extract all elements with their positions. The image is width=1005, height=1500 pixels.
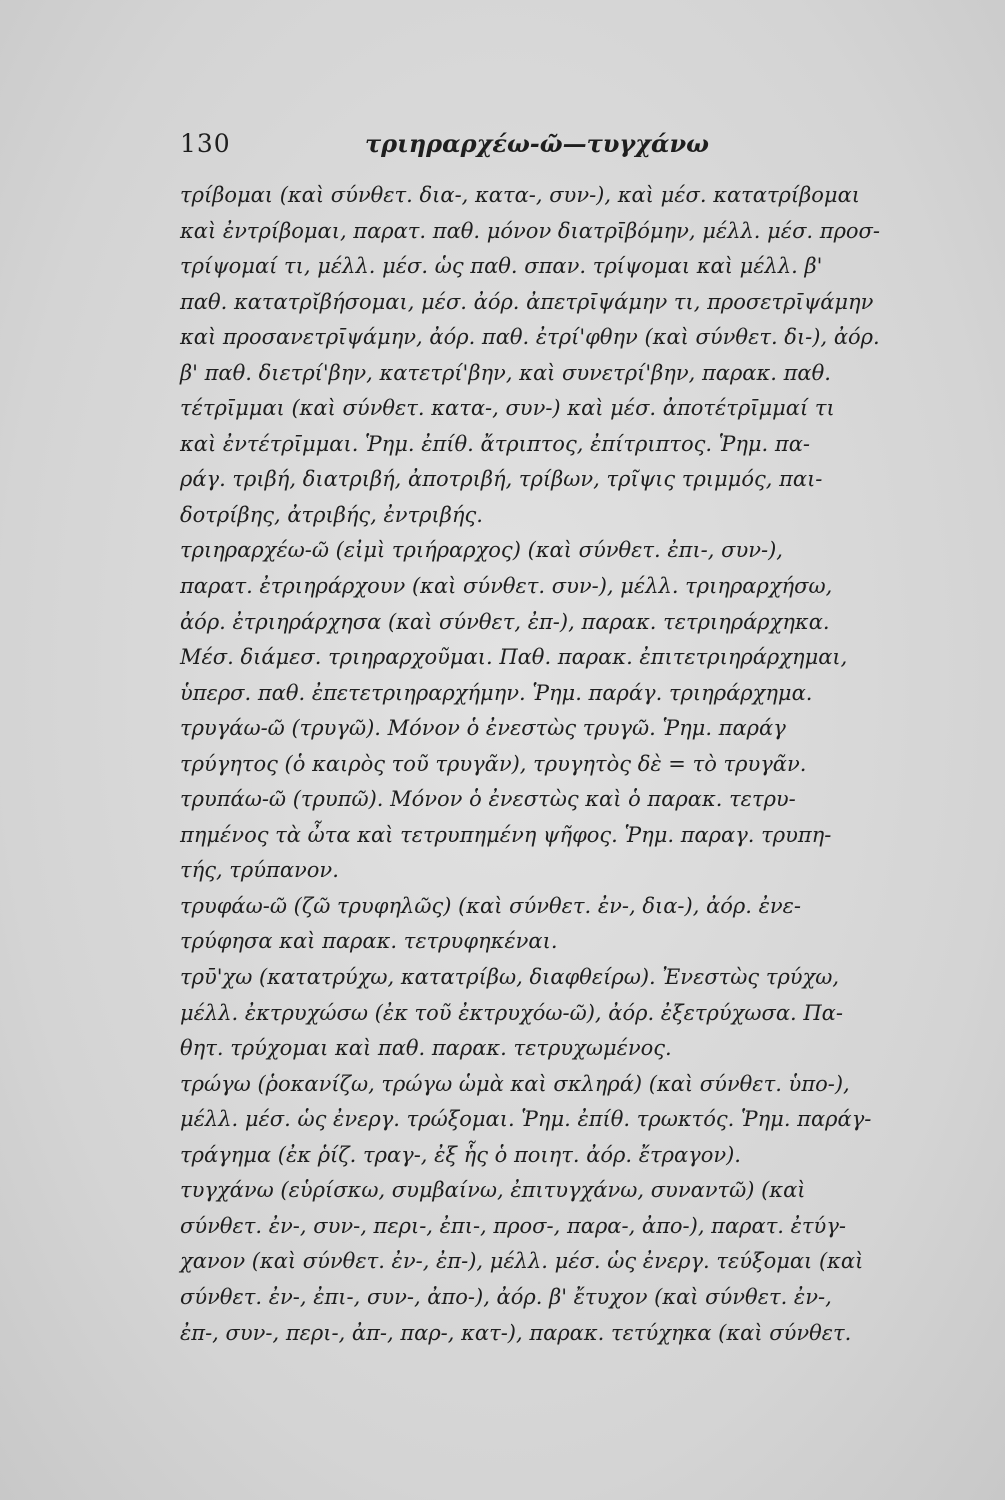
text-line: τρῡ'χω (κατατρύχω, κατατρίβω, διαφθείρω). Ἐνεστὼς τρύχω,: [180, 965, 840, 990]
text-line: τρίψομαί τι, μέλλ. μέσ. ὡς παθ. σπαν. τρίψομαι καὶ μέλλ. β': [180, 254, 823, 279]
text-line: χανον (καὶ σύνθετ. ἐν-, ἐπ-), μέλλ. μέσ. ὡς ἐνεργ. τεύξομαι (καὶ: [180, 1249, 864, 1274]
text-line: ὑπερσ. παθ. ἐπετετριηραρχήμην. Ῥημ. παράγ. τριηράρχημα.: [180, 680, 813, 705]
text-line: καὶ ἐντρίβομαι, παρατ. παθ. μόνον διατρῑβόμην, μέλλ. μέσ. προσ-: [180, 218, 880, 243]
text-line: δοτρίβης, ἀτριβής, ἐντριβής.: [180, 502, 483, 527]
text-line: τρύφησα καὶ παρακ. τετρυφηκέναι.: [180, 929, 558, 954]
text-line: τής, τρύπανον.: [180, 858, 339, 883]
text-line: τρυπάω-ῶ (τρυπῶ). Μόνον ὁ ἐνεστὼς καὶ ὁ παρακ. τετρυ-: [180, 787, 796, 812]
text-line: τέτρῑμμαι (καὶ σύνθετ. κατα-, συν-) καὶ μέσ. ἀποτέτρῑμμαί τι: [180, 396, 835, 421]
text-line: ἐπ-, συν-, περι-, ἀπ-, παρ-, κατ-), παρακ. τετύχηκα (καὶ σύνθετ.: [180, 1320, 852, 1345]
page-header: [180, 129, 780, 163]
text-line: καὶ προσανετρῑψάμην, ἀόρ. παθ. ἐτρί'φθην (καὶ σύνθετ. δι-), ἀόρ.: [180, 325, 880, 350]
dictionary-text: [180, 178, 960, 1351]
text-line: τρύγητος (ὁ καιρὸς τοῦ τρυγᾶν), τρυγητὸς δὲ = τὸ τρυγᾶν.: [180, 751, 807, 776]
text-line: καὶ ἐντέτρῑμμαι. Ῥημ. ἐπίθ. ἄτριπτος, ἐπίτριπτος. Ῥημ. πα-: [180, 431, 810, 456]
text-line: ράγ. τριβή, διατριβή, ἀποτριβή, τρίβων, τρῖψις τριμμός, παι-: [180, 467, 823, 492]
text-line: τριηραρχέω-ῶ (εἰμὶ τριήραρχος) (καὶ σύνθετ. ἐπι-, συν-),: [180, 538, 783, 563]
text-line: τρίβομαι (καὶ σύνθετ. δια-, κατα-, συν-), καὶ μέσ. κατατρίβομαι: [180, 183, 860, 207]
page-number: 130: [180, 129, 231, 158]
text-line: μέλλ. ἐκτρυχώσω (ἐκ τοῦ ἐκτρυχόω-ῶ), ἀόρ. ἐξετρύχωσα. Πα-: [180, 1000, 843, 1025]
running-head: τριηραρχέω-ῶ—τυγχάνω: [365, 129, 710, 158]
text-line: πημένος τὰ ὦτα καὶ τετρυπημένη ψῆφος. Ῥημ. παραγ. τρυπη-: [180, 822, 832, 847]
text-line: θητ. τρύχομαι καὶ παθ. παρακ. τετρυχωμένος.: [180, 1036, 672, 1061]
text-line: ἀόρ. ἐτριηράρχησα (καὶ σύνθετ, ἐπ-), παρακ. τετριηράρχηκα.: [180, 609, 830, 634]
text-line: σύνθετ. ἐν-, ἐπι-, συν-, ἀπο-), ἀόρ. β' ἔτυχον (καὶ σύνθετ. ἐν-,: [180, 1284, 832, 1309]
text-line: παρατ. ἐτριηράρχουν (καὶ σύνθετ. συν-), μέλλ. τριηραρχήσω,: [180, 574, 833, 599]
text-line: μέλλ. μέσ. ὡς ἐνεργ. τρώξομαι. Ῥημ. ἐπίθ. τρωκτός. Ῥημ. παράγ-: [180, 1107, 872, 1132]
text-line: παθ. κατατρῐβήσομαι, μέσ. ἀόρ. ἀπετρῑψάμην τι, προσετρῑψάμην: [180, 289, 874, 314]
text-line: τράγημα (ἐκ ῥίζ. τραγ-, ἐξ ἧς ὁ ποιητ. ἀόρ. ἔτραγον).: [180, 1142, 741, 1167]
text-line: τρυγάω-ῶ (τρυγῶ). Μόνον ὁ ἐνεστὼς τρυγῶ. Ῥημ. παράγ: [180, 716, 786, 741]
text-line: σύνθετ. ἐν-, συν-, περι-, ἐπι-, προσ-, παρα-, ἀπο-), παρατ. ἐτύγ-: [180, 1213, 846, 1238]
text-line: β' παθ. διετρί'βην, κατετρί'βην, καὶ συνετρί'βην, παρακ. παθ.: [180, 360, 831, 385]
text-line: Μέσ. διάμεσ. τριηραρχοῦμαι. Παθ. παρακ. ἐπιτετριηράρχημαι,: [180, 645, 848, 670]
text-line: τρυφάω-ῶ (ζῶ τρυφηλῶς) (καὶ σύνθετ. ἐν-, δια-), ἀόρ. ἐνε-: [180, 893, 801, 918]
text-line: τρώγω (ῥοκανίζω, τρώγω ὡμὰ καὶ σκληρά) (καὶ σύνθετ. ὑπο-),: [180, 1071, 850, 1096]
text-line: τυγχάνω (εὑρίσκω, συμβαίνω, ἐπιτυγχάνω, συναντῶ) (καὶ: [180, 1178, 806, 1203]
